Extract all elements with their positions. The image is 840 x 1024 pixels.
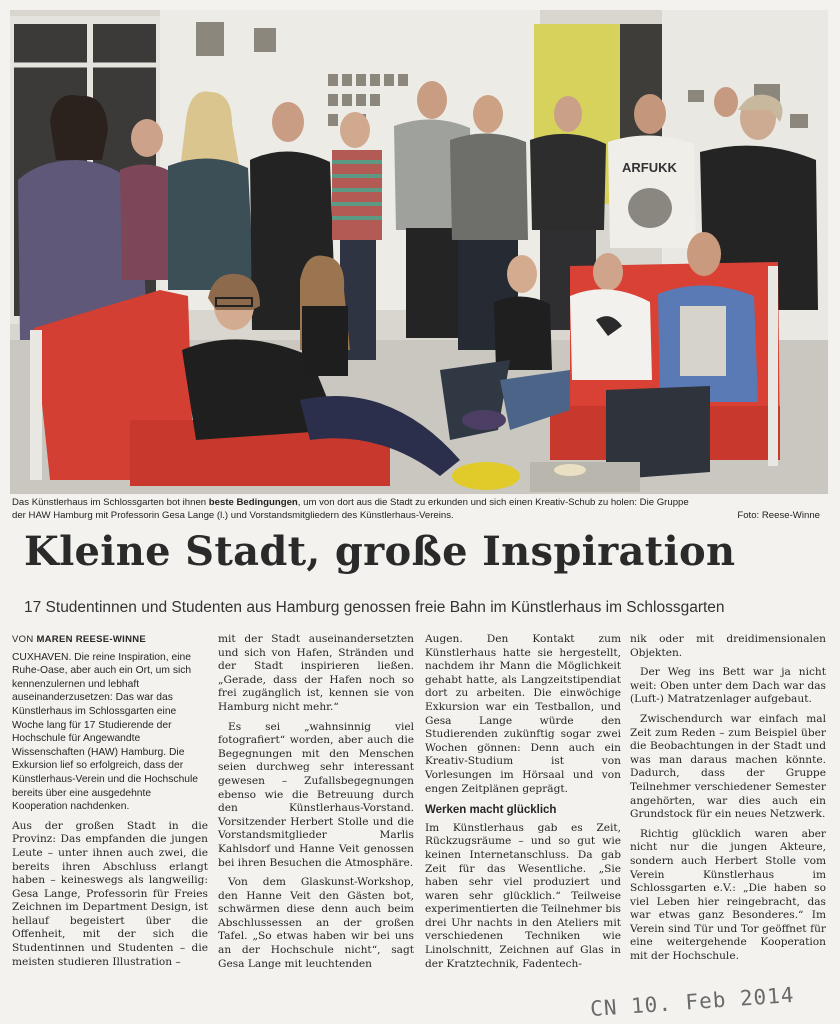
paragraph: Es sei „wahnsinnig viel fotografiert“ worden, aber auch die Begegnungen mit den Menschen seien durchweg sehr interessant gewesen – Zufallsbegegnungen ebenso wie die Betreuung durch den Künstlerhaus-Vorstand. Vorsitzender Herbert Stolle und die Vorstandsmitglieder Marlis Kahlsdorf und Hanne Veit genossen bei ihren Besuchen die Atmosphäre.	[218, 720, 414, 869]
caption-bold-text: beste Bedingungen	[208, 497, 298, 508]
paragraph: Zwischendurch war einfach mal Zeit zum Reden – zum Beispiel über die Beobachtungen in der Stadt und was man daraus machen könnte. Dadurch, dass der Gruppe Teilnehmer verschiedener Semester angehörten, war dies auch ein Grundstock für ein neues Netzwerk.	[630, 712, 826, 821]
caption-line-2: der HAW Hamburg mit Professorin Gesa Lange (l.) und Vorstandsmitgliedern des Künstlerhaus-Vereins.	[12, 510, 454, 521]
paragraph: Im Künstlerhaus gab es Zeit, Rückzugsräume – und so gut wie keinen Internetanschluss. Da gab Zeit für das Wesentliche. „Sie haben sehr viel produziert und waren sehr glücklich.“ Teilweise experimentierten die Teilnehmer bis drei Uhr nachts in den Ateliers mit verschiedenen Techniken wie Linolschnitt, Zeichnen auf Glas in der Kratztechnik, Fadentech-	[425, 821, 621, 970]
group-photo-illustration	[10, 10, 828, 494]
shirt-print-text: ARFUKK	[622, 160, 677, 175]
article-column-3	[425, 633, 621, 977]
caption-text-start: Das Künstlerhaus im Schlossgarten bot ihnen	[12, 497, 209, 508]
photo-caption	[12, 496, 828, 524]
article-subhead: 17 Studentinnen und Studenten aus Hamburg genossen freie Bahn im Künstlerhaus im Schlossgarten	[24, 599, 725, 616]
paragraph: Aus der großen Stadt in die Provinz: Das empfanden die jungen Leute – unter ihnen auch zwei, die bereits ihren Abschluss erlangt haben – keineswegs als langweilig: Gesa Lange, Professorin für Freies Zeichnen im Department Design, ist hellauf begeistert über die Offenheit, mit der sich die Studentinnen und Studenten – die meisten studieren Illustration –	[12, 819, 208, 968]
group-photo	[10, 10, 828, 494]
handwritten-note: CN 10. Feb 2014	[589, 982, 796, 1022]
byline	[12, 633, 208, 647]
section-subtitle: Werken macht glücklich	[425, 804, 557, 817]
article-column-4	[630, 633, 826, 970]
article-column-1	[12, 633, 208, 975]
article-lead: CUXHAVEN. Die reine Inspiration, eine Ruhe-Oase, aber auch ein Ort, um sich kennenzulernen und lebhaft auseinanderzusetzen: Das war das Künstlerhaus im Schlossgarten eine Woche lang für 17 Studierende der Hochschule für Angewandte Wissenschaften (HAW) Hamburg. Die Exkursion lief so erfolgreich, dass der Künstlerhaus-Verein und die Hochschule bereits über eine ausgedehnte Kooperation nachdenken.	[12, 651, 199, 813]
byline-author: MAREN REESE-WINNE	[36, 634, 147, 645]
paragraph: Von dem Glaskunst-Workshop, den Hanne Veit den Gästen bot, schwärmen diese denn auch beim Abschlussessen an der großen Tafel. „So etwas haben wir bei uns an der Hochschule nicht“, sagt Gesa Lange mit leuchtenden	[218, 876, 414, 970]
paragraph: nik oder mit dreidimensionalen Objekten.	[630, 633, 826, 659]
caption-line-1	[12, 496, 828, 509]
article-headline: Kleine Stadt, große Inspiration	[24, 528, 736, 575]
paragraph: mit der Stadt auseinandersetzten und sich von Hafen, Stränden und der Stadt inspirieren ließen. „Gerade, dass der Hafen noch so frei zugänglich ist, kennen sie von Hamburg nicht mehr.“	[218, 633, 414, 713]
paragraph: Richtig glücklich waren aber nicht nur die jungen Akteure, sondern auch Herbert Stolle vom Verein Künstlerhaus im Schlossgarten e.V.: „Die haben so viel Leben hier reingebracht, das war etwas ganz Besonderes.“ Im Verein sind Tür und Tor geöffnet für eine weitergehende Kooperation mit der Hochschule.	[630, 827, 826, 963]
article-column-2	[218, 633, 414, 977]
paragraph: Augen. Den Kontakt zum Künstlerhaus hatte sie hergestellt, nachdem ihr Mann die Möglichkeit gehabt hatte, als Langzeitstipendiat dort zu arbeiten. Die einwöchige Exkursion war ein Testballon, und Gesa Lange würde den Studierenden zukünftig sogar zwei Wochen gönnen: Denn auch ein Kreativ-Studium ist von Vorlesungen im Hörsaal und von engen Zeitplänen geprägt.	[425, 633, 621, 795]
caption-text-end: , um von dort aus die Stadt zu erkunden und sich einen Kreativ-Schub zu holen: Die Gruppe	[297, 497, 689, 508]
byline-prefix: VON	[12, 634, 37, 645]
photo-credit: Foto: Reese-Winne	[737, 510, 820, 521]
paragraph: Der Weg ins Bett war ja nicht weit: Oben unter dem Dach war das (Luft-) Matratzenlager aufgebaut.	[630, 666, 826, 706]
